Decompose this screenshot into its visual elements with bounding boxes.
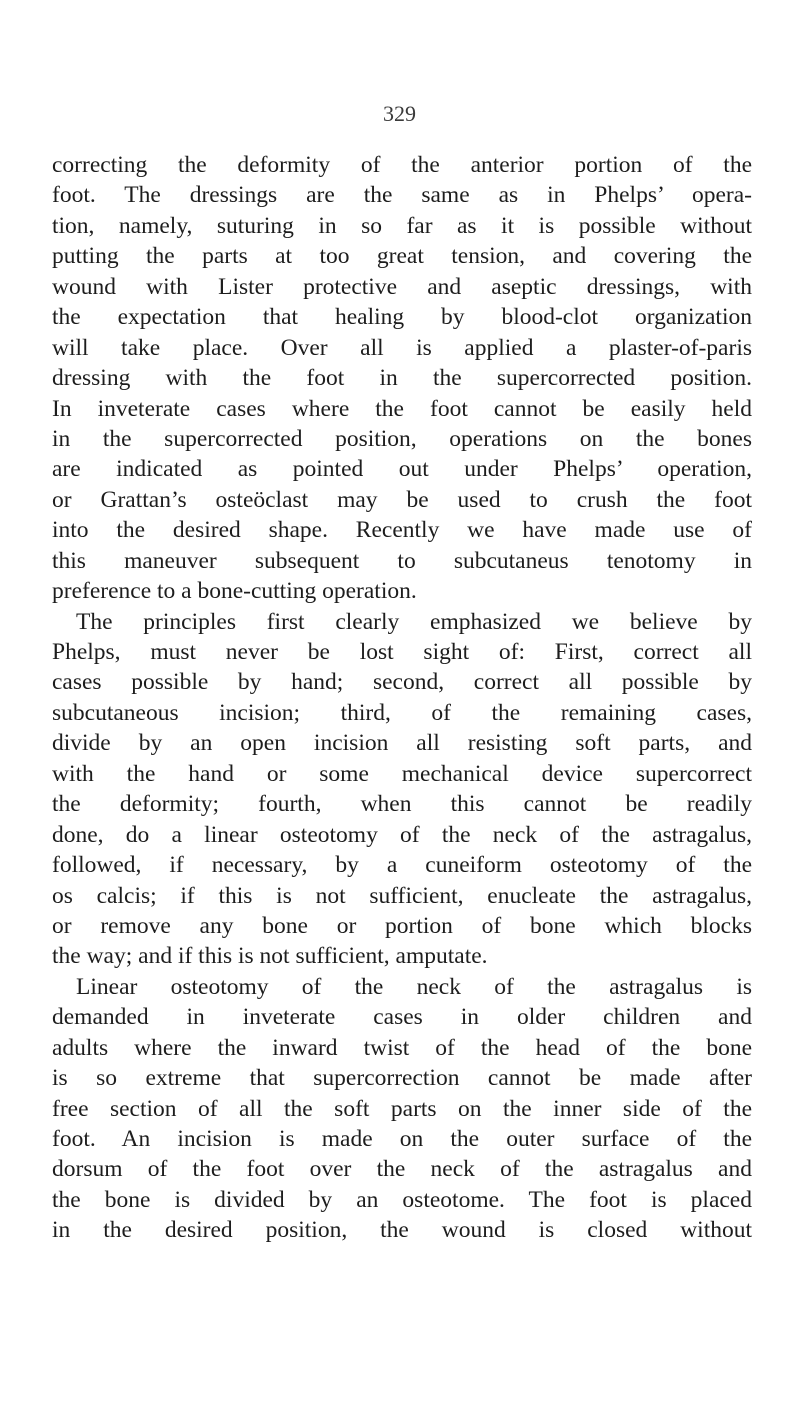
text-line: or Grattan’s osteöclast may be used to crush the foot xyxy=(52,486,752,513)
text-line: demanded in inveterate cases in older children and xyxy=(52,1004,752,1031)
text-line: wound with Lister protective and aseptic dressings, with xyxy=(52,273,752,300)
text-line: subcutaneous incision; third, of the remaining cases, xyxy=(52,699,752,726)
text-line: the way; and if this is not sufficient, amputate. xyxy=(52,943,488,970)
text-line: in the supercorrected position, operations on the bones xyxy=(52,425,752,452)
text-line: with the hand or some mechanical device supercorrect xyxy=(52,760,752,787)
page-number: 329 xyxy=(383,101,416,126)
text-line: this maneuver subsequent to subcutaneus tenotomy in xyxy=(52,547,752,574)
text-line: adults where the inward twist of the head of the bone xyxy=(52,1034,752,1061)
text-line: dorsum of the foot over the neck of the astragalus and xyxy=(52,1156,752,1183)
text-line: followed, if necessary, by a cuneiform osteotomy of the xyxy=(52,852,752,879)
text-line: free section of all the soft parts on the inner side of the xyxy=(52,1095,752,1122)
text-line: The principles first clearly emphasized we believe by xyxy=(76,608,752,635)
text-line: in the desired position, the wound is closed without xyxy=(52,1217,752,1244)
text-line: the bone is divided by an osteotome. The foot is placed xyxy=(52,1186,752,1213)
text-line: or remove any bone or portion of bone which blocks xyxy=(52,912,752,939)
text-line: cases possible by hand; second, correct all possible by xyxy=(52,669,752,696)
text-line: are indicated as pointed out under Phelps’ operation, xyxy=(52,456,752,483)
text-line: will take place. Over all is applied a plaster-of-paris xyxy=(52,334,752,361)
text-line: the expectation that healing by blood-clot organization xyxy=(52,304,752,331)
text-line: preference to a bone-cutting operation. xyxy=(52,578,417,605)
text-line: is so extreme that supercorrection cannot be made after xyxy=(52,1065,752,1092)
text-line: into the desired shape. Recently we have made use of xyxy=(52,517,752,544)
text-line: the deformity; fourth, when this cannot be readily xyxy=(52,791,752,818)
text-line: divide by an open incision all resisting soft parts, and xyxy=(52,730,752,757)
text-line: done, do a linear osteotomy of the neck of the astragalus, xyxy=(52,821,752,848)
text-line: dressing with the foot in the supercorrected position. xyxy=(52,365,752,392)
text-line: Linear osteotomy of the neck of the astragalus is xyxy=(76,973,752,1000)
text-line: putting the parts at too great tension, and covering the xyxy=(52,243,752,270)
text-line: Phelps, must never be lost sight of: First, correct all xyxy=(52,639,752,665)
text-line: correcting the deformity of the anterior portion of the xyxy=(52,152,752,178)
text-line: tion, namely, suturing in so far as it is possible without xyxy=(52,212,752,239)
text-line: foot. An incision is made on the outer surface of the xyxy=(52,1126,752,1152)
text-line: foot. The dressings are the same as in Phelps’ opera- xyxy=(52,182,752,209)
body-text xyxy=(52,150,752,1246)
text-line: In inveterate cases where the foot cannot be easily held xyxy=(52,395,752,422)
text-line: os calcis; if this is not sufficient, enucleate the astragalus, xyxy=(52,882,752,909)
